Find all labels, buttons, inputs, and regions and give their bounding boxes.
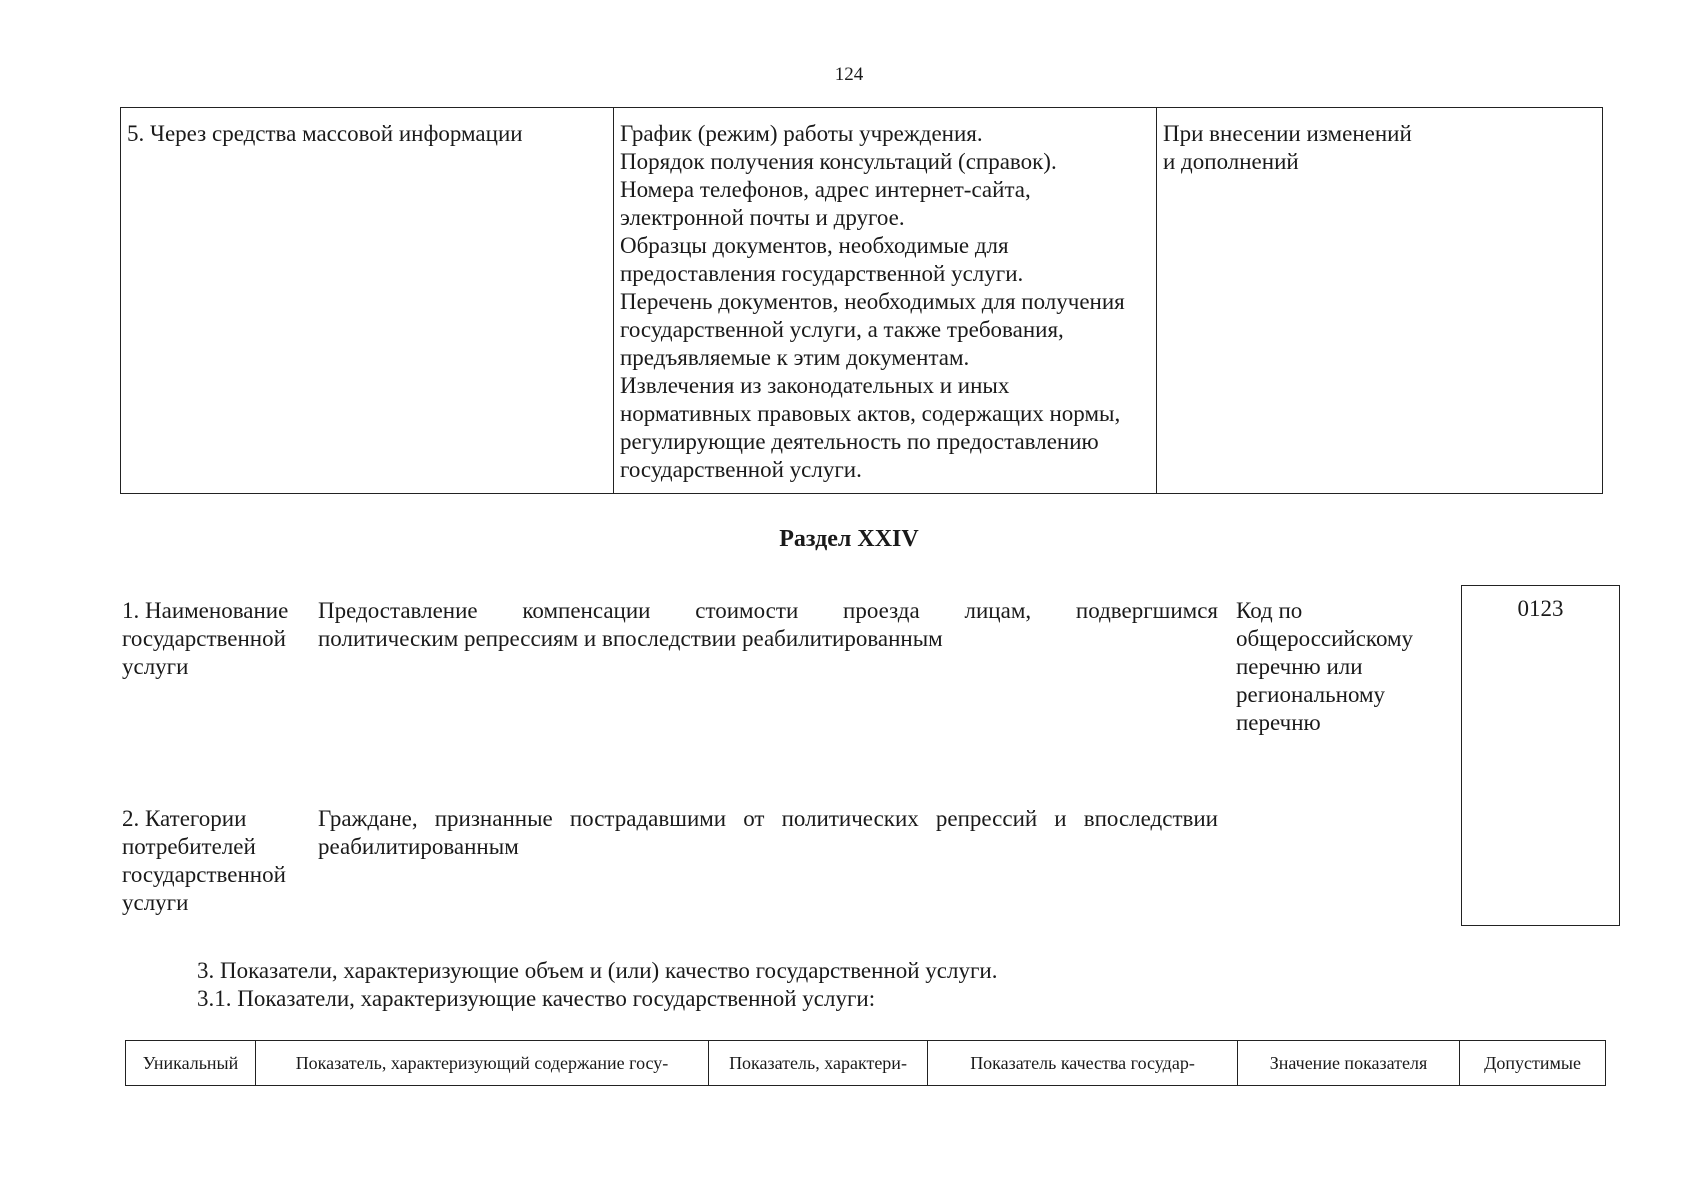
code-box <box>1461 585 1620 926</box>
content-cell <box>614 108 1157 494</box>
information-methods-table <box>120 107 1603 494</box>
quality-indicators-table <box>125 1040 1606 1086</box>
header-content-indicator: Показатель, характеризующий содержание госу- <box>256 1041 709 1086</box>
content-line: Образцы документов, необходимые для <box>620 233 1009 258</box>
content-line: Номера телефонов, адрес интернет-сайта, <box>620 177 1031 202</box>
content-line: государственной услуги, а также требования, <box>620 317 1064 342</box>
code-label: Код по общероссийскому перечню или региональному перечню <box>1236 598 1414 735</box>
content-line: электронной почты и другое. <box>620 205 905 230</box>
category-value: Граждане, признанные пострадавшими от политических репрессий и впоследствии реабилитированным <box>318 806 1218 859</box>
content-line: График (режим) работы учреждения. <box>620 121 983 146</box>
service-name-label: 1. Наименование государственной услуги <box>122 598 289 679</box>
frequency-line: При внесении изменений <box>1163 121 1412 146</box>
content-line: государственной услуги. <box>620 457 862 482</box>
table-header-row <box>126 1041 1606 1086</box>
header-unique-number: Уникальный <box>126 1041 256 1086</box>
header-quality-indicator: Показатель качества государ- <box>928 1041 1238 1086</box>
header-allowed-deviations: Допустимые <box>1460 1041 1606 1086</box>
header-indicator-value: Значение показателя <box>1238 1041 1460 1086</box>
code-value: 0123 <box>1517 596 1564 621</box>
content-line: регулирующие деятельность по предоставлению <box>620 429 1099 454</box>
table-row <box>121 108 1603 494</box>
category-label: 2. Категории потребителей государственной услуги <box>122 806 286 915</box>
frequency-line: и дополнений <box>1163 149 1299 174</box>
header-conditions-indicator: Показатель, характери- <box>709 1041 928 1086</box>
quality-indicators-heading: 3.1. Показатели, характеризующие качество государственной услуги: <box>197 986 876 1011</box>
content-line: предъявляемые к этим документам. <box>620 345 970 370</box>
method-text: 5. Через средства массовой информации <box>127 121 523 146</box>
content-line: нормативных правовых актов, содержащих нормы, <box>620 401 1121 426</box>
method-cell <box>121 108 614 494</box>
section-title: Раздел XXIV <box>779 526 919 552</box>
service-name-value: Предоставление компенсации стоимости проезда лицам, подвергшимся политическим репрессиям и впоследствии реабилитированным <box>318 598 1218 651</box>
page-number: 124 <box>834 64 864 85</box>
indicators-heading: 3. Показатели, характеризующие объем и (или) качество государственной услуги. <box>197 958 998 983</box>
content-line: Извлечения из законодательных и иных <box>620 373 1010 398</box>
frequency-cell <box>1157 108 1603 494</box>
content-line: Перечень документов, необходимых для получения <box>620 289 1125 314</box>
content-line: предоставления государственной услуги. <box>620 261 1024 286</box>
content-line: Порядок получения консультаций (справок). <box>620 149 1057 174</box>
